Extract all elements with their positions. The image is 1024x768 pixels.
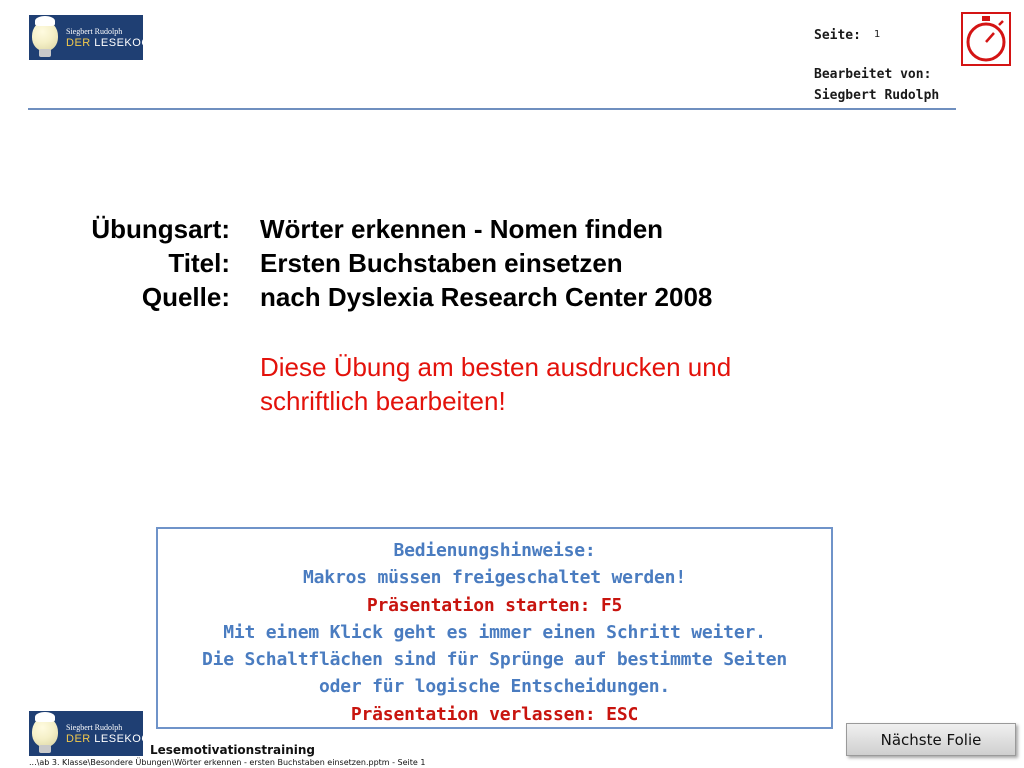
header-divider bbox=[28, 108, 956, 110]
lightbulb-base-icon bbox=[39, 49, 51, 57]
info-value-type: Wörter erkennen - Nomen finden bbox=[260, 214, 664, 244]
logo-bottom bbox=[29, 711, 159, 756]
chef-hat-icon bbox=[35, 16, 55, 26]
edited-by-label: Bearbeitet von: bbox=[814, 67, 932, 82]
logo-brand-main: LESEKOCH bbox=[94, 37, 159, 49]
logo-brand bbox=[66, 37, 158, 49]
hints-click: Mit einem Klick geht es immer einen Schritt weiter. bbox=[223, 621, 766, 643]
logo-brand-prefix: DER bbox=[66, 37, 91, 49]
info-label-title: Titel: bbox=[168, 248, 230, 278]
logo-name: Siegbert Rudolph bbox=[66, 723, 123, 732]
hints-buttons-2: oder für logische Entscheidungen. bbox=[318, 676, 671, 698]
next-slide-button[interactable]: Nächste Folie bbox=[846, 723, 1016, 756]
hints-exit: Präsentation verlassen: ESC bbox=[350, 703, 639, 725]
author-name: Siegbert Rudolph bbox=[814, 88, 940, 103]
footer-path: ...\ab 3. Klasse\Besondere Übungen\Wörter erkennen - ersten Buchstaben einsetzen.pptm - Seite 1 bbox=[29, 758, 426, 767]
hints-heading: Bedienungshinweise: bbox=[393, 540, 596, 561]
usage-hints-box bbox=[156, 527, 833, 729]
logo-brand bbox=[66, 733, 158, 745]
stopwatch-icon[interactable] bbox=[961, 12, 1011, 66]
logo-brand-main: LESEKOCH bbox=[94, 733, 159, 745]
logo-name: Siegbert Rudolph bbox=[66, 27, 123, 36]
print-note-line-2: schriftlich bearbeiten! bbox=[260, 386, 506, 416]
logo-top bbox=[29, 15, 159, 60]
footer-title: Lesemotivationstraining bbox=[150, 743, 316, 757]
info-label-type: Übungsart: bbox=[91, 214, 230, 244]
page-label: Seite: bbox=[814, 28, 861, 43]
print-note-line-1: Diese Übung am besten ausdrucken und bbox=[260, 352, 732, 382]
logo-brand-prefix: DER bbox=[66, 733, 91, 745]
print-note bbox=[260, 350, 731, 418]
info-value-title: Ersten Buchstaben einsetzen bbox=[260, 248, 623, 278]
page-number: 1 bbox=[874, 29, 881, 40]
chef-hat-icon bbox=[35, 712, 55, 722]
info-value-source: nach Dyslexia Research Center 2008 bbox=[260, 282, 713, 312]
hints-start: Präsentation starten: F5 bbox=[366, 594, 623, 616]
hints-macros: Makros müssen freigeschaltet werden! bbox=[303, 567, 686, 589]
hints-buttons-1: Die Schaltflächen sind für Sprünge auf bestimmte Seiten bbox=[201, 649, 788, 671]
lightbulb-base-icon bbox=[39, 745, 51, 753]
info-label-source: Quelle: bbox=[141, 282, 230, 312]
